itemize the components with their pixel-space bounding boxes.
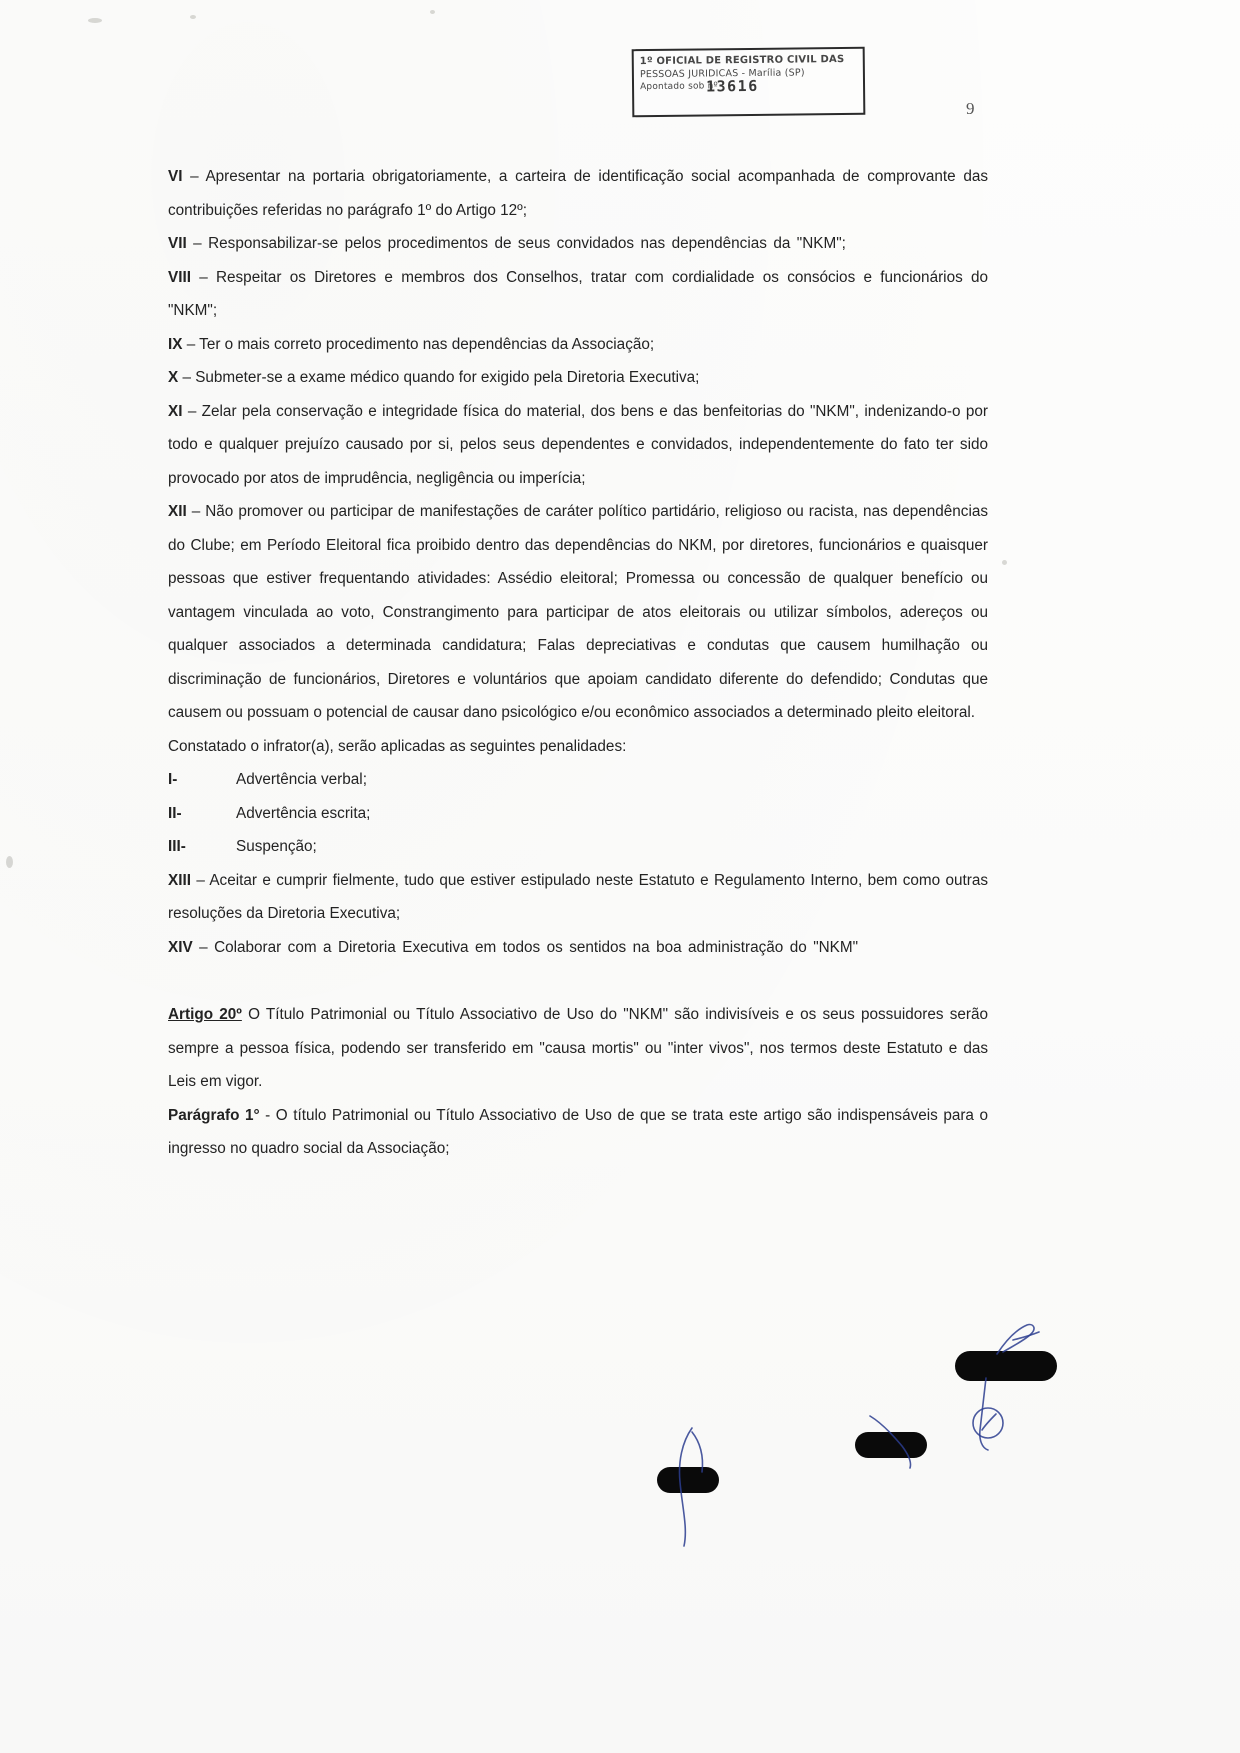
page-number: 9 <box>966 99 975 118</box>
penalty-item <box>168 830 988 864</box>
redaction-block <box>855 1432 927 1458</box>
penalty-item <box>168 763 988 797</box>
redaction-block <box>657 1467 719 1493</box>
clause-roman: XI <box>168 402 183 420</box>
article-20 <box>168 998 988 1099</box>
scan-artifact <box>430 10 435 14</box>
stamp-line-office: 1º OFICIAL DE REGISTRO CIVIL DAS <box>639 53 845 68</box>
clause-roman: X <box>168 369 179 386</box>
clause-xiii <box>168 864 988 931</box>
clause-text: – Não promover ou participar de manifestações de caráter político partidário, religioso ou racista, nas dependências do Clube; em Período Eleitoral fica proibido dentro das dependências do NKM, por diretores, funcionários e quaisquer pessoas que estiver frequentando atividades: Assédio eleitoral; Promessa ou concessão de qualquer benefício ou vantagem vinculada ao voto, Constrangimento para participar de atos eleitorais ou utilizar símbolos, adereços ou qualquer associados a determinada candidatura; Falas depreciativas e condutas que causem humilhação ou discriminação de funcionários, Diretores e voluntários que apoiam candidato diferente do defendido; Condutas que causem ou possuam o potencial de causar dano psicológico e/ou econômico associados a determinado pleito eleitoral. <box>168 503 988 721</box>
penalty-number: II- <box>168 804 182 822</box>
clause-xii <box>168 495 988 730</box>
stamp-line-entity: PESSOAS JURIDICAS - Marília (SP) <box>639 66 805 80</box>
document-body <box>168 160 988 1166</box>
paragraph-heading: Parágrafo 1° <box>168 1106 260 1124</box>
clause-roman: XIII <box>168 871 191 889</box>
scan-artifact <box>190 15 196 19</box>
paragraph-spacer <box>168 964 988 998</box>
clause-vi <box>168 160 988 227</box>
paragraph-1 <box>168 1099 988 1166</box>
clause-text: – Aceitar e cumprir fielmente, tudo que estiver estipulado neste Estatuto e Regulamento Interno, bem como outras resoluções da Diretoria Executiva; <box>168 871 988 922</box>
clause-viii <box>168 261 988 328</box>
registry-stamp <box>632 47 866 117</box>
penalties-list <box>168 763 988 864</box>
clause-vii <box>168 227 988 261</box>
clause-roman: XIV <box>168 938 193 956</box>
penalty-label: Advertência escrita; <box>236 804 371 822</box>
stamp-number: 13616 <box>705 77 759 96</box>
penalty-label: Suspenção; <box>236 838 317 855</box>
clause-ix <box>168 328 988 362</box>
scan-artifact <box>88 18 102 23</box>
clause-roman: VIII <box>168 268 191 286</box>
penalty-number: I- <box>168 771 178 788</box>
penalty-number: III- <box>168 838 186 855</box>
clause-xiv <box>168 931 988 965</box>
penalties-intro: Constatado o infrator(a), serão aplicadas as seguintes penalidades: <box>168 737 627 755</box>
paragraph-text: - O título Patrimonial ou Título Associativo de Uso de que se trata este artigo são indispensáveis para o ingresso no quadro social da Associação; <box>168 1106 988 1157</box>
redaction-block <box>955 1351 1057 1381</box>
scan-artifact <box>1002 560 1007 565</box>
article-heading: Artigo 20º <box>168 1006 242 1023</box>
scan-artifact <box>6 856 13 868</box>
clause-text: – Responsabilizar-se pelos procedimentos de seus convidados nas dependências da "NKM"; <box>186 235 846 252</box>
penalty-item <box>168 797 988 831</box>
clause-text: – Ter o mais correto procedimento nas dependências da Associação; <box>182 335 655 353</box>
clause-x <box>168 361 988 395</box>
clause-text: – Zelar pela conservação e integridade física do material, dos bens e das benfeitorias do "NKM", indenizando-o por todo e qualquer prejuízo causado por si, pelos seus dependentes e convidados, independentemente do fato ter sido provocado por atos de imprudência, negligência ou imperícia; <box>168 402 988 487</box>
clause-roman: IX <box>168 335 183 353</box>
clause-text: – Submeter-se a exame médico quando for exigido pela Diretoria Executiva; <box>178 369 700 386</box>
clause-roman: XII <box>168 503 187 520</box>
stamp-label: Apontado sob nº <box>639 81 719 93</box>
clause-text: – Apresentar na portaria obrigatoriamente, a carteira de identificação social acompanhada de comprovante das contribuições referidas no parágrafo 1º do Artigo 12º; <box>168 168 988 219</box>
stamp-line-registry <box>639 77 857 96</box>
clause-text: – Colaborar com a Diretoria Executiva em todos os sentidos na boa administração do "NKM" <box>192 938 859 956</box>
clause-text: – Respeitar os Diretores e membros dos Conselhos, tratar com cordialidade os consócios e funcionários do "NKM"; <box>168 268 988 319</box>
signature-ink-flourish <box>966 1378 1026 1453</box>
article-text: O Título Patrimonial ou Título Associativo de Uso do "NKM" são indivisíveis e os seus possuidores serão sempre a pessoa física, podendo ser transferido em "causa mortis" ou "inter vivos", nos termos deste Estatuto e das Leis em vigor. <box>168 1006 988 1090</box>
clause-roman: VII <box>168 235 187 252</box>
penalty-label: Advertência verbal; <box>236 771 367 788</box>
clause-xi <box>168 395 988 496</box>
clause-roman: VI <box>168 168 183 185</box>
